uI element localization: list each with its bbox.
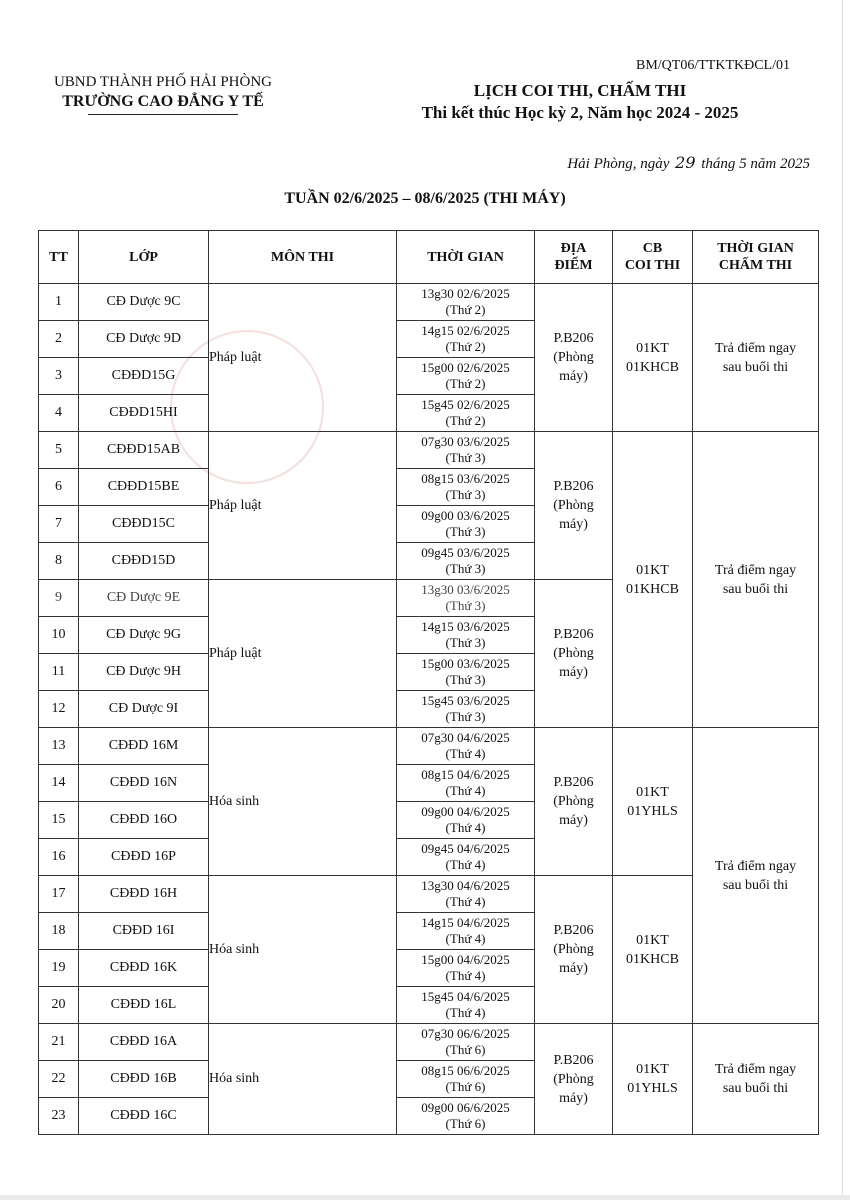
exam-time: 09g00 04/6/2025 (Thứ 4) [397, 802, 535, 839]
class-name: CĐ Dược 9E [79, 580, 209, 617]
subject-cell: Pháp luật [209, 580, 397, 728]
header-location: ĐỊA ĐIỂM [535, 231, 613, 284]
class-name: CĐĐD 16H [79, 876, 209, 913]
date-suffix: tháng 5 năm 2025 [701, 156, 810, 172]
class-name: CĐĐD 16N [79, 765, 209, 802]
row-number: 8 [39, 543, 79, 580]
invigilator-cell: 01KT 01YHLS [613, 728, 693, 876]
row-number: 15 [39, 802, 79, 839]
row-number: 12 [39, 691, 79, 728]
row-number: 21 [39, 1024, 79, 1061]
grading-cell: Trả điểm ngay sau buổi thi [693, 284, 819, 432]
row-number: 18 [39, 913, 79, 950]
subject-cell: Hóa sinh [209, 1024, 397, 1135]
exam-time: 08g15 03/6/2025 (Thứ 3) [397, 469, 535, 506]
class-name: CĐ Dược 9I [79, 691, 209, 728]
class-name: CĐĐD 16M [79, 728, 209, 765]
class-name: CĐ Dược 9C [79, 284, 209, 321]
grading-cell: Trả điểm ngay sau buổi thi [693, 1024, 819, 1135]
week-title: TUẦN 02/6/2025 – 08/6/2025 (THI MÁY) [284, 190, 566, 207]
row-number: 22 [39, 1061, 79, 1098]
row-number: 19 [39, 950, 79, 987]
invigilator-cell: 01KT 01KHCB [613, 876, 693, 1024]
location-cell: P.B206 (Phòng máy) [535, 728, 613, 876]
row-number: 4 [39, 395, 79, 432]
location-cell: P.B206 (Phòng máy) [535, 432, 613, 580]
class-name: CĐĐD 16L [79, 987, 209, 1024]
row-number: 14 [39, 765, 79, 802]
exam-time: 09g00 06/6/2025 (Thứ 6) [397, 1098, 535, 1135]
class-name: CĐĐD15HI [79, 395, 209, 432]
class-name: CĐĐD 16C [79, 1098, 209, 1135]
row-number: 13 [39, 728, 79, 765]
exam-time: 15g00 03/6/2025 (Thứ 3) [397, 654, 535, 691]
date-day-handwritten: 29 [675, 153, 696, 172]
exam-time: 15g00 04/6/2025 (Thứ 4) [397, 950, 535, 987]
header-tt: TT [39, 231, 79, 284]
row-number: 6 [39, 469, 79, 506]
exam-time: 09g45 03/6/2025 (Thứ 3) [397, 543, 535, 580]
class-name: CĐĐD 16B [79, 1061, 209, 1098]
grading-cell: Trả điểm ngay sau buổi thi [693, 432, 819, 728]
class-name: CĐĐD 16O [79, 802, 209, 839]
scan-edge-right [842, 0, 843, 1200]
class-name: CĐĐD 16I [79, 913, 209, 950]
exam-time: 09g45 04/6/2025 (Thứ 4) [397, 839, 535, 876]
header-class: LỚP [79, 231, 209, 284]
table-row [39, 284, 819, 321]
exam-time: 14g15 03/6/2025 (Thứ 3) [397, 617, 535, 654]
document-title [380, 80, 780, 124]
date-line [480, 153, 810, 173]
exam-time: 14g15 02/6/2025 (Thứ 2) [397, 321, 535, 358]
row-number: 1 [39, 284, 79, 321]
exam-schedule-table [38, 230, 819, 1135]
class-name: CĐ Dược 9G [79, 617, 209, 654]
subject-cell: Hóa sinh [209, 728, 397, 876]
class-name: CĐĐD15G [79, 358, 209, 395]
row-number: 9 [39, 580, 79, 617]
org-parent-name: UBND THÀNH PHỐ HẢI PHÒNG [53, 74, 273, 90]
class-name: CĐĐD 16P [79, 839, 209, 876]
exam-time: 15g45 04/6/2025 (Thứ 4) [397, 987, 535, 1024]
location-cell: P.B206 (Phòng máy) [535, 1024, 613, 1135]
org-underline [88, 114, 238, 115]
exam-time: 13g30 03/6/2025 (Thứ 3) [397, 580, 535, 617]
table-row [39, 432, 819, 469]
exam-time: 09g00 03/6/2025 (Thứ 3) [397, 506, 535, 543]
class-name: CĐ Dược 9H [79, 654, 209, 691]
invigilator-cell: 01KT 01KHCB [613, 284, 693, 432]
row-number: 17 [39, 876, 79, 913]
class-name: CĐĐD15D [79, 543, 209, 580]
grading-cell: Trả điểm ngay sau buổi thi [693, 728, 819, 1024]
exam-time: 13g30 04/6/2025 (Thứ 4) [397, 876, 535, 913]
row-number: 7 [39, 506, 79, 543]
table-row [39, 1024, 819, 1061]
exam-time: 07g30 03/6/2025 (Thứ 3) [397, 432, 535, 469]
location-cell: P.B206 (Phòng máy) [535, 876, 613, 1024]
row-number: 16 [39, 839, 79, 876]
exam-time: 15g45 02/6/2025 (Thứ 2) [397, 395, 535, 432]
header-invigilator: CB COI THI [613, 231, 693, 284]
row-number: 5 [39, 432, 79, 469]
class-name: CĐĐD 16K [79, 950, 209, 987]
exam-time: 07g30 06/6/2025 (Thứ 6) [397, 1024, 535, 1061]
subject-cell: Hóa sinh [209, 876, 397, 1024]
subject-cell: Pháp luật [209, 432, 397, 580]
date-prefix: Hải Phòng, ngày [567, 156, 670, 172]
exam-time: 08g15 06/6/2025 (Thứ 6) [397, 1061, 535, 1098]
document-code: BM/QT06/TTKTKĐCL/01 [636, 58, 790, 73]
scan-edge-bottom [0, 1195, 850, 1200]
exam-time: 14g15 04/6/2025 (Thứ 4) [397, 913, 535, 950]
class-name: CĐĐD15AB [79, 432, 209, 469]
exam-time: 13g30 02/6/2025 (Thứ 2) [397, 284, 535, 321]
exam-time: 08g15 04/6/2025 (Thứ 4) [397, 765, 535, 802]
row-number: 2 [39, 321, 79, 358]
organization-header [38, 72, 288, 112]
invigilator-cell: 01KT 01KHCB [613, 432, 693, 728]
title-main: LỊCH COI THI, CHẤM THI [473, 81, 687, 100]
class-name: CĐĐD15BE [79, 469, 209, 506]
row-number: 11 [39, 654, 79, 691]
org-school-name: TRƯỜNG CAO ĐẲNG Y TẾ [62, 93, 264, 110]
row-number: 3 [39, 358, 79, 395]
row-number: 23 [39, 1098, 79, 1135]
location-cell: P.B206 (Phòng máy) [535, 284, 613, 432]
subject-cell: Pháp luật [209, 284, 397, 432]
header-time: THỜI GIAN [397, 231, 535, 284]
title-sub: Thi kết thúc Học kỳ 2, Năm học 2024 - 2025 [421, 103, 739, 122]
exam-time: 15g00 02/6/2025 (Thứ 2) [397, 358, 535, 395]
exam-time: 15g45 03/6/2025 (Thứ 3) [397, 691, 535, 728]
table-header-row [39, 231, 819, 284]
class-name: CĐĐD15C [79, 506, 209, 543]
invigilator-cell: 01KT 01YHLS [613, 1024, 693, 1135]
class-name: CĐ Dược 9D [79, 321, 209, 358]
row-number: 10 [39, 617, 79, 654]
header-subject: MÔN THI [209, 231, 397, 284]
table-row [39, 728, 819, 765]
row-number: 20 [39, 987, 79, 1024]
class-name: CĐĐD 16A [79, 1024, 209, 1061]
exam-time: 07g30 04/6/2025 (Thứ 4) [397, 728, 535, 765]
location-cell: P.B206 (Phòng máy) [535, 580, 613, 728]
header-grading-time: THỜI GIAN CHẤM THI [693, 231, 819, 284]
